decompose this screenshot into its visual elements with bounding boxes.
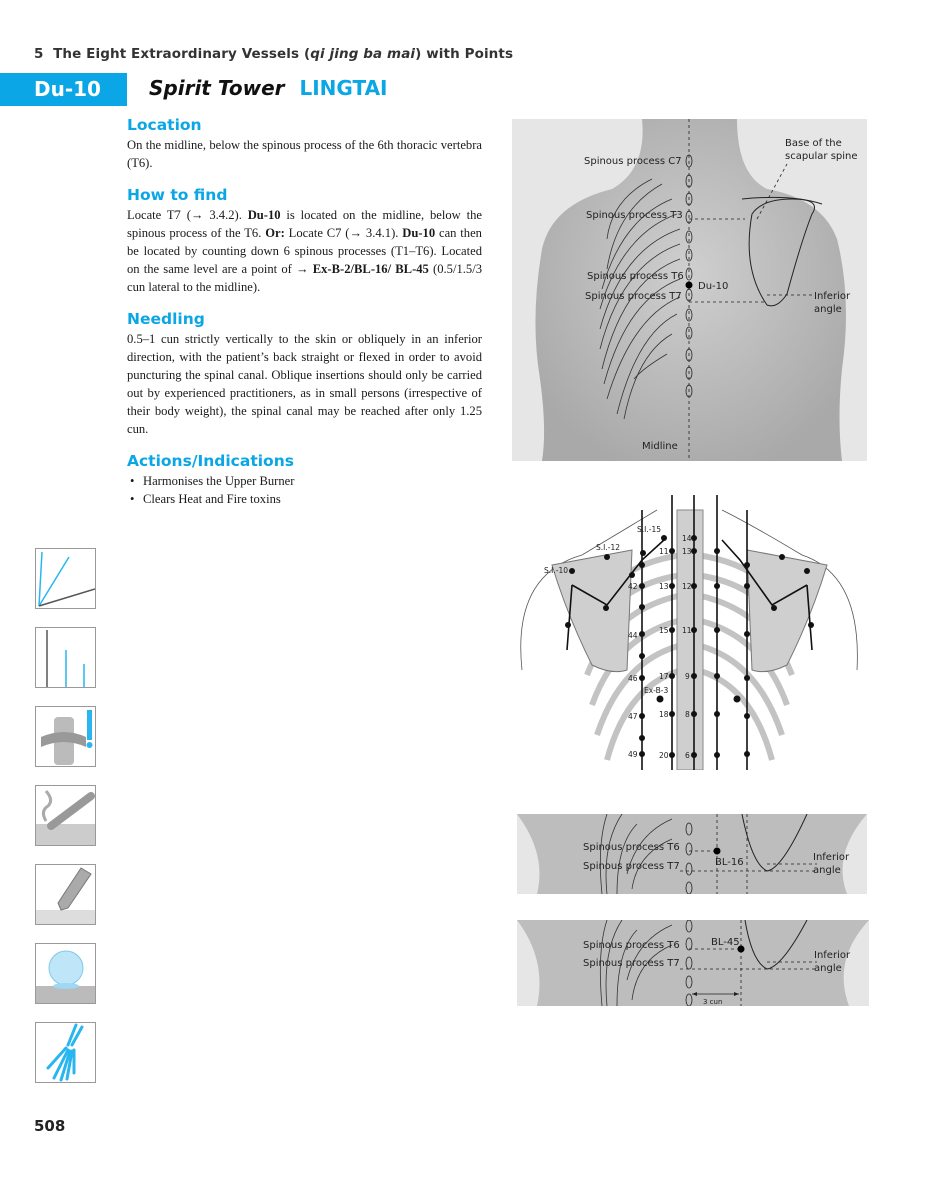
moxibustion-icon (35, 785, 96, 846)
label-t6: Spinous process T6 (587, 271, 684, 282)
figure-bl16 (517, 814, 867, 894)
label-c7: Spinous process C7 (584, 156, 682, 167)
label-inferior-angle: Inferior (814, 291, 851, 302)
label-bl17: 17 (659, 672, 669, 681)
caution-anatomy-icon (35, 706, 96, 767)
label-exb3: Ex-B-3 (644, 686, 669, 695)
label-du11: 11 (682, 626, 692, 635)
text-column (127, 116, 482, 508)
howto-part: is located on the midline, below the spinous process of the T6. (127, 208, 482, 240)
label-bl42: 42 (628, 582, 638, 591)
label-inferior-angle: angle (814, 963, 842, 974)
point-ref-du10: Du-10 (402, 226, 436, 240)
chapter-title-prefix: The Eight Extraordinary Vessels ( (53, 46, 311, 62)
label-t7: Spinous process T7 (585, 291, 682, 302)
needling-text: 0.5–1 cun strictly vertically to the skin or obliquely in an inferior direction, with the patient’s back straight or flexed in order to avoid puncturing the spinal canal. Oblique insertions should only be carried out by experienced practitioners, as in small persons (irrespective of their body weight), the spinal canal may be reached after only 1.25 cun. (127, 332, 482, 436)
label-du13: 13 (682, 547, 692, 556)
label-t6: Spinous process T6 (583, 842, 680, 853)
label-du12: 12 (682, 582, 692, 591)
label-bl47: 47 (628, 712, 638, 721)
label-du10: Du-10 (698, 281, 729, 292)
point-english-name: Spirit Tower (149, 76, 285, 100)
location-heading: Location (127, 116, 202, 134)
label-3-cun: 3 cun (703, 998, 723, 1006)
label-t7: Spinous process T7 (583, 861, 680, 872)
label-du14: 14 (682, 534, 692, 543)
label-bl46: 46 (628, 674, 638, 683)
how-to-find-text (127, 206, 482, 296)
chapter-title-suffix: ) with Points (415, 46, 514, 62)
label-t6: Spinous process T6 (583, 940, 680, 951)
label-du9: 9 (685, 672, 690, 681)
needle-lengths-icon (35, 627, 96, 688)
label-t7: Spinous process T7 (583, 958, 680, 969)
howto-part: (0.5/1.5/3 cun lateral to the midline). (127, 262, 482, 294)
bloodletting-lancet-icon (35, 864, 96, 925)
label-inferior-angle: angle (813, 865, 841, 876)
indications-list (127, 472, 482, 508)
label-inferior-angle: angle (814, 304, 842, 315)
needling-heading: Needling (127, 310, 205, 328)
label-bl11: 11 (659, 547, 669, 556)
label-bl18: 18 (659, 710, 669, 719)
label-inferior-angle: Inferior (813, 852, 850, 863)
label-bl49: 49 (628, 750, 638, 759)
label-si10: S.I.-10 (544, 566, 568, 575)
chapter-number: 5 (34, 46, 44, 62)
label-bl13: 13 (659, 582, 669, 591)
howto-part: Locate T7 (→ 3.4.2). (127, 208, 248, 222)
point-pinyin-name: LINGTAI (299, 76, 388, 100)
hand-skeleton-icon (35, 1022, 96, 1083)
needle-angles-icon (35, 548, 96, 609)
howto-part: Locate C7 (→ 3.4.1). (284, 226, 403, 240)
label-bl15: 15 (659, 626, 669, 635)
page-number: 508 (34, 1117, 66, 1135)
label-du6: 6 (685, 751, 690, 760)
label-si15: S.I.-15 (637, 525, 661, 534)
label-bl16: BL-16 (715, 857, 744, 868)
label-midline: Midline (642, 441, 678, 452)
label-bl44: 44 (628, 631, 638, 640)
indication-item: • Harmonises the Upper Burner (127, 472, 482, 490)
indication-item: • Clears Heat and Fire toxins (127, 490, 482, 508)
label-si12: S.I.-12 (596, 543, 620, 552)
how-to-find-heading: How to find (127, 186, 228, 204)
label-scapular-spine: scapular spine (785, 151, 858, 162)
howto-part: can then be located by counting down 6 spinous processes (T1–T6). Located on the same level are a point of → (127, 226, 482, 276)
label-t3: Spinous process T3 (586, 210, 683, 221)
point-ref-du10: Du-10 (247, 208, 281, 222)
label-scapular-spine: Base of the (785, 138, 842, 149)
cupping-icon (35, 943, 96, 1004)
label-du8: 8 (685, 710, 690, 719)
figure-bl45 (517, 920, 869, 1006)
point-code-tab: Du-10 (0, 73, 127, 106)
running-head (34, 46, 513, 62)
actions-heading: Actions/Indications (127, 452, 294, 470)
or-label: Or: (265, 226, 285, 240)
label-inferior-angle: Inferior (814, 950, 851, 961)
point-title (149, 76, 388, 100)
label-bl20: 20 (659, 751, 669, 760)
location-text: On the midline, below the spinous process of the 6th thoracic vertebra (T6). (127, 138, 482, 170)
label-bl45: BL-45 (711, 937, 740, 948)
figure-back-du10 (512, 119, 867, 461)
figure-skeleton (512, 495, 867, 770)
chapter-title-italic: qi jing ba mai (310, 46, 416, 62)
point-ref-level: Ex-B-2/BL-16/ BL-45 (312, 262, 429, 276)
